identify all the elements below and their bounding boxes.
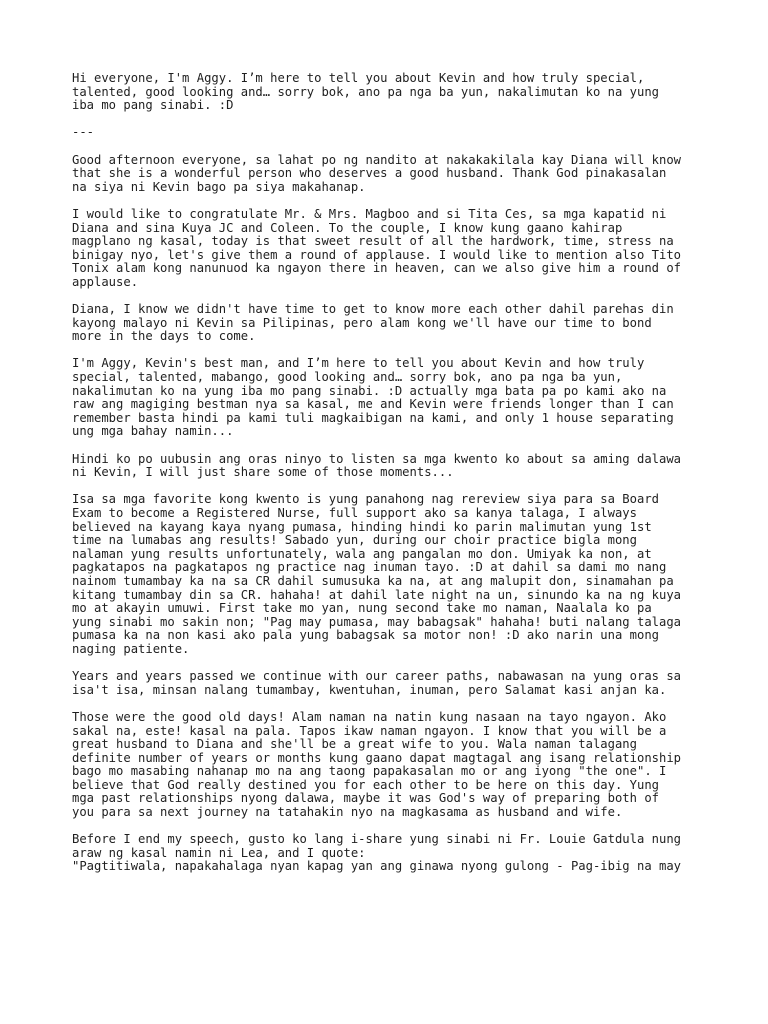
paragraph-intro: Hi everyone, I'm Aggy. I’m here to tell you about Kevin and how truly special, talented, good looking and… sorry bok, ano pa nga ba yun, nakalimutan ko na yung iba mo pang sinabi. :D — [72, 71, 659, 113]
paragraph-good-old-days: Those were the good old days! Alam naman na natin kung nasaan na tayo ngayon. Ako sakal na, este! kasal na pala. Tapos ikaw naman ngayon. I know that you will be a great husband to Diana and she'll be a great wife to you. Wala naman talagang definite number of years or months kung gaano dapat magtagal ang isang relationship bago mo masabing nahanap mo na ang taong papakasalan mo or ang iyong "the one". I believe that God really destined you for each other to be here on this day. Yung mga past relationships nyong dalawa, maybe it was God's way of preparing both of you para sa next journey na tatahakin nyo na magkasama as husband and wife. — [72, 709, 682, 820]
paragraph-greeting: Good afternoon everyone, sa lahat po ng nandito at nakakakilala kay Diana will know that she is a wonderful person who deserves a good husband. Thank God pinakasalan na siya ni Kevin bago pa siya makahanap. — [72, 152, 682, 194]
paragraph-congratulations: I would like to congratulate Mr. & Mrs. Magboo and si Tita Ces, sa mga kapatid ni Diana and sina Kuya JC and Coleen. To the couple, I know kung gaano kahirap magplano ng kasal, today is that sweet result of all the hardwork, time, stress na binigay nyo, let's give them a round of applause. I would like to mention also Tito Tonix alam kong nanunuod ka ngayon there in heaven, can we also give him a round of applause. — [72, 206, 682, 289]
document-page — [72, 72, 732, 888]
paragraph-board-exam-story: Isa sa mga favorite kong kwento is yung panahong nag rereview siya para sa Board Exam to become a Registered Nurse, full support ako sa kanya talaga, I always believed na kayang kaya nyang pumasa, hinding hindi ko parin malimutan yung 1st time na lumabas ang results! Sabado yun, during our choir practice bigla mong nalaman yung results unfortunately, wala ang pangalan mo don. Umiyak ka non, at pagkatapos na pagkatapos ng practice nag inuman tayo. :D at dahil sa dami mo nang nainom tumambay ka na sa CR dahil sumusuka ka na, at ang malupit don, sinamahan pa kitang tumambay din sa CR. hahaha! at dahil late night na un, sinundo ka na ng kuya mo at akayin umuwi. First take mo yan, nung second take mo naman, Naalala ko pa yung sinabi mo sakin non; "Pag may pumasa, may babagsak" hahaha! buti nalang talaga pumasa ka na non kasi ako pala yung babagsak sa motor non! :D ako narin una mong naging patiente. — [72, 492, 682, 656]
paragraph-to-diana: Diana, I know we didn't have time to get to know more each other dahil parehas din kayong malayo ni Kevin sa Pilipinas, pero alam kong we'll have our time to bond more in the days to come. — [72, 302, 674, 344]
section-divider: --- — [72, 125, 95, 140]
paragraph-best-man-intro: I'm Aggy, Kevin's best man, and I’m here to tell you about Kevin and how truly special, talented, mabango, good looking and… sorry bok, ano pa nga ba yun, nakalimutan ko na yung iba mo pang sinabi. :D actually mga bata pa po kami ako na raw ang magiging bestman nya sa kasal, me and Kevin were friends longer than I can remember basta hindi pa kami tuli magkaibigan na kami, and only 1 house separating ung mga bahay namin... — [72, 356, 674, 439]
paragraph-career-paths: Years and years passed we continue with our career paths, nabawasan na yung oras sa isa't isa, minsan nalang tumambay, kwentuhan, inuman, pero Salamat kasi anjan ka. — [72, 669, 682, 697]
paragraph-moments: Hindi ko po uubusin ang oras ninyo to listen sa mga kwento ko about sa aming dalawa ni Kevin, I will just share some of those moments... — [72, 451, 682, 480]
paragraph-closing-quote: Before I end my speech, gusto ko lang i-share yung sinabi ni Fr. Louie Gatdula nung araw ng kasal namin ni Lea, and I quote: "Pagtitiwala, napakahalaga nyan kapag yan ang ginawa nyong gulong - Pag-ibig na may — [72, 832, 682, 874]
